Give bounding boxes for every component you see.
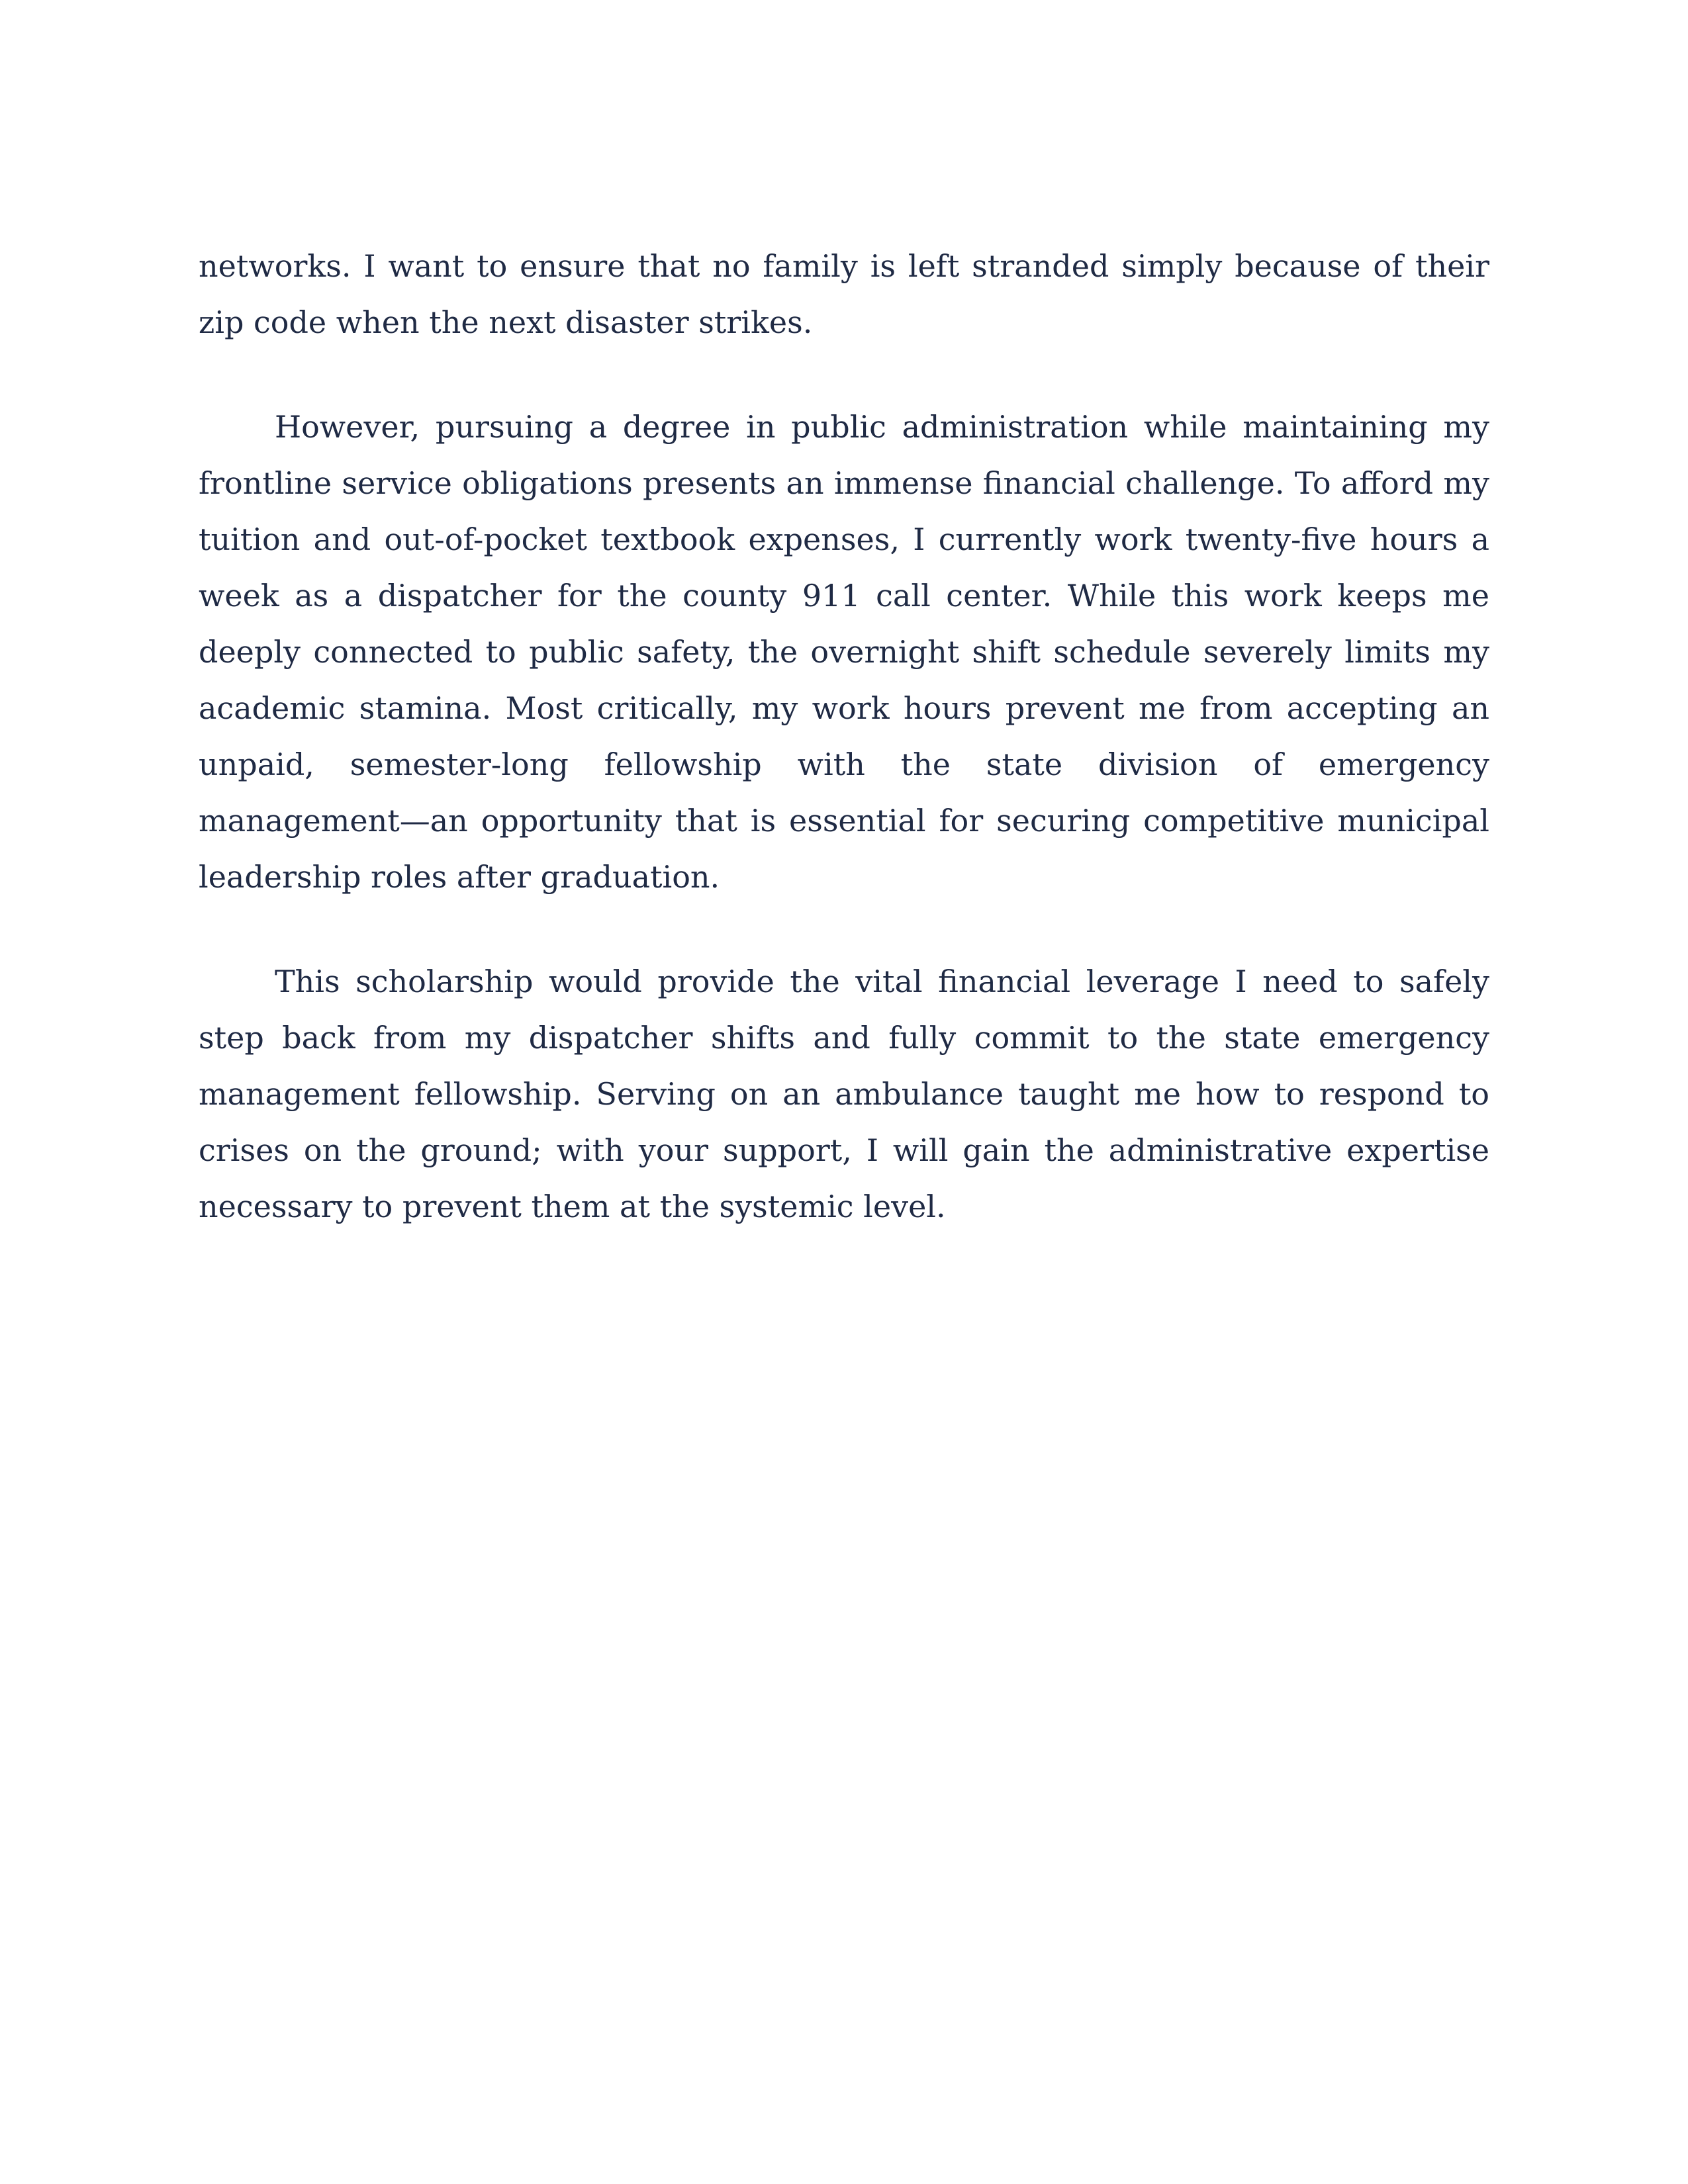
paragraph-financial-challenge: However, pursuing a degree in public administration while maintaining my frontline service obligations presents an immense financial challenge. To afford my tuition and out-of-pocket textbook expenses, I currently work twenty-five hours a week as a dispatcher for the county 911 call center. While this work keeps me deeply connected to public safety, the overnight shift schedule severely limits my academic stamina. Most critically, my work hours prevent me from accepting an unpaid, semester-long fellowship with the state division of emergency management—an opportunity that is essential for securing competitive municipal leadership roles after graduation. bbox=[199, 409, 1489, 895]
paragraph-scholarship-impact: This scholarship would provide the vital financial leverage I need to safely step back from my dispatcher shifts and fully commit to the state emergency management fellowship. Serving on an ambulance taught me how to respond to crises on the ground; with your support, I will gain the administrative expertise necessary to prevent them at the systemic level. bbox=[199, 964, 1489, 1224]
essay-body bbox=[199, 238, 1489, 1283]
paragraph-continuation: networks. I want to ensure that no family is left stranded simply because of their zip code when the next disaster strikes. bbox=[199, 248, 1489, 340]
